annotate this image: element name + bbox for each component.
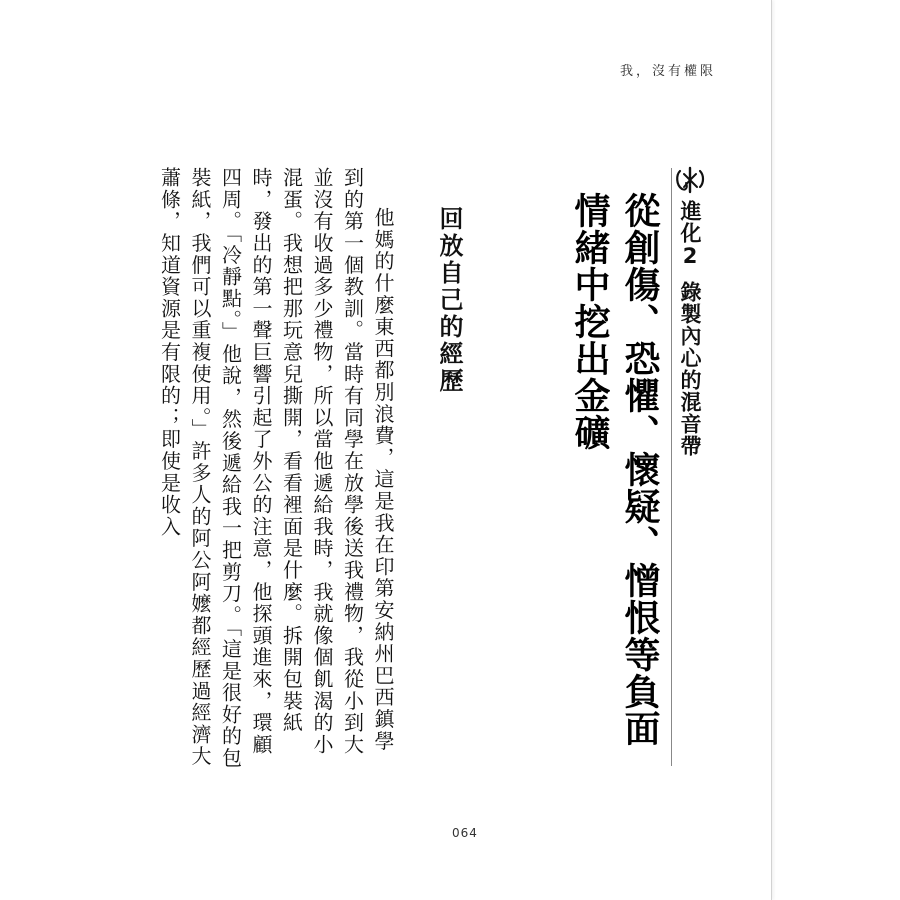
section-title: 回放自己的經歷 [435,206,463,395]
ornamental-glyph-icon [674,165,706,195]
chapter-title: 錄製內心的混音帶 [678,281,702,457]
main-title: 從創傷、恐懼、懷疑、憎恨等負面情緒中挖出金礦 [569,192,660,747]
chapter-label [675,200,705,457]
chapter-prefix: 進化 [678,200,702,244]
page-number: 064 [452,826,478,840]
running-head: 我，沒有權限 [620,64,717,79]
body-paragraph: 他媽的什麼東西都別浪費，這是我在印第安納州巴西鎮學到的第一個教訓。當時有同學在放學後送我禮物，我從小到大並沒有收過多少禮物，所以當他遞給我時，我就像個飢渴的小混蛋。我想把那玩意兒撕開，看看裡面是什麼。拆開包裝紙時，發出的第一聲巨響引起了外公的注意，他探頭進來，環顧四周。「冷靜點。」他說，然後遞給我一把剪刀。「這是很好的包裝紙，我們可以重複使用。」許多人的阿公阿嬤都經歷過經濟大蕭條，知道資源是有限的；即使是收入 [157,167,395,770]
chapter-divider [671,168,672,766]
body-text [157,167,398,772]
chapter-number: 2 [678,244,702,269]
